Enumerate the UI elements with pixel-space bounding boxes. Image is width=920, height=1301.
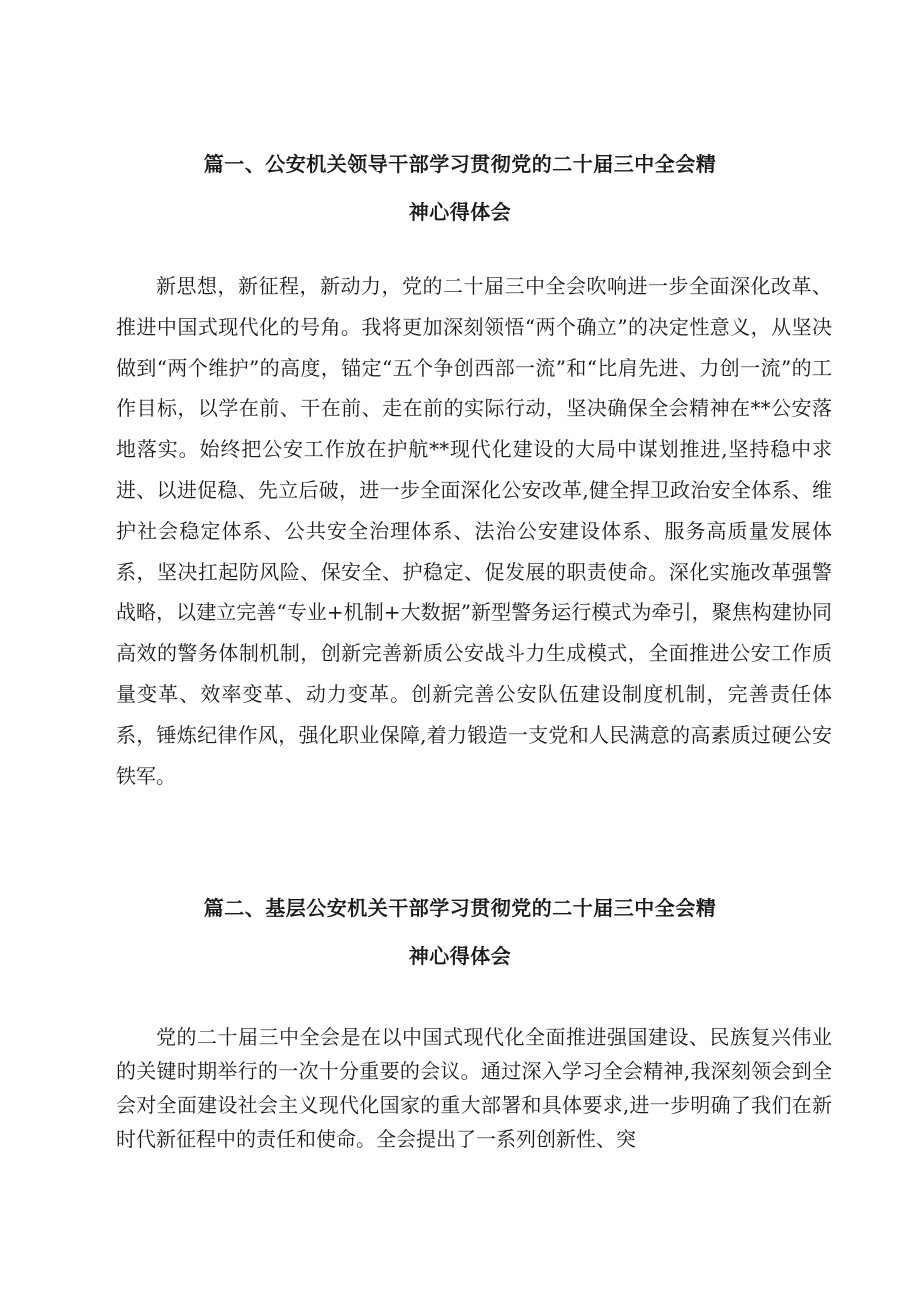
section-2-title-line-1: 篇二、基层公安机关干部学习贯彻党的二十届三中全会精 (203, 896, 717, 920)
section-2-title (0, 884, 920, 980)
section-1-paragraph: 新思想，新征程，新动力，党的二十届三中全会吹响进一步全面深化改革、推进中国式现代化的号角。我将更加深刻领悟“两个确立”的决定性意义，从坚决做到“两个维护”的高度，锚定“五个争创西部一流”和“比肩先进、力创一流”的工作目标，以学在前、干在前、走在前的实际行动，坚决确保全会精神在**公安落地落实。始终把公安工作放在护航**现代化建设的大局中谋划推进,坚持稳中求进、以进促稳、先立后破，进一步全面深化公安改革,健全捍卫政治安全体系、维护社会稳定体系、公共安全治理体系、法治公安建设体系、服务高质量发展体系，坚决扛起防风险、保安全、护稳定、促发展的职责使命。深化实施改革强警战略，以建立完善“专业+机制+大数据”新型警务运行模式为牵引，聚焦构建协同高效的警务体制机制，创新完善新质公安战斗力生成模式，全面推进公安工作质量变革、效率变革、动力变革。创新完善公安队伍建设制度机制，完善责任体系，锤炼纪律作风，强化职业保障,着力锻造一支党和人民满意的高素质过硬公安铁军。 (116, 274, 832, 788)
section-1-title (0, 140, 920, 236)
section-1-title-line-1: 篇一、公安机关领导干部学习贯彻党的二十届三中全会精 (203, 152, 717, 176)
section-2-paragraph: 党的二十届三中全会是在以中国式现代化全面推进强国建设、民族复兴伟业的关键时期举行的一次十分重要的会议。通过深入学习全会精神,我深刻领会到全会对全面建设社会主义现代化国家的重大部署和具体要求,进一步明确了我们在新时代新征程中的责任和使命。全会提出了一系列创新性、突 (116, 1025, 832, 1151)
section-2-title-line-2: 神心得体会 (408, 944, 512, 968)
section-1-title-line-2: 神心得体会 (408, 200, 512, 224)
